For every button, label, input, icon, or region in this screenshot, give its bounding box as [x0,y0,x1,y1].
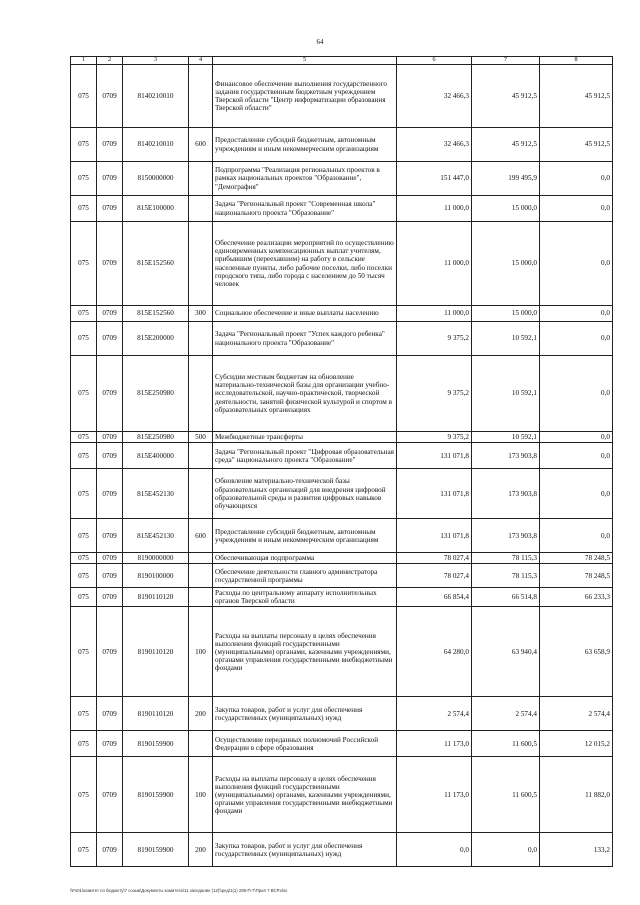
amount-year1-cell: 11 000,0 [397,306,472,322]
amount-year2-cell: 199 495,9 [472,162,540,196]
table-row [71,443,613,469]
table-row [71,65,613,128]
amount-year3-cell: 0,0 [540,306,613,322]
amount-year2-cell: 15 000,0 [472,306,540,322]
amount-year2-cell: 66 514,8 [472,588,540,607]
amount-year3-cell: 0,0 [540,432,613,443]
column-header: 6 [397,57,472,65]
amount-year1-cell: 32 466,3 [397,65,472,128]
section-code-cell: 0709 [97,432,123,443]
admin-code-cell: 075 [71,222,97,306]
target-article-cell: 8190159900 [123,757,189,833]
expense-type-cell [189,222,213,306]
target-article-cell: 8140210010 [123,65,189,128]
section-code-cell: 0709 [97,356,123,432]
amount-year1-cell: 78 027,4 [397,564,472,588]
section-code-cell: 0709 [97,833,123,867]
section-code-cell: 0709 [97,469,123,519]
admin-code-cell: 075 [71,833,97,867]
table-row [71,833,613,867]
admin-code-cell: 075 [71,65,97,128]
column-header: 3 [123,57,189,65]
admin-code-cell: 075 [71,322,97,356]
column-header: 7 [472,57,540,65]
admin-code-cell: 075 [71,196,97,222]
admin-code-cell: 075 [71,519,97,553]
amount-year2-cell: 173 903,8 [472,469,540,519]
expense-type-cell: 500 [189,432,213,443]
target-article-cell: 815E200000 [123,322,189,356]
amount-year3-cell: 78 248,5 [540,553,613,564]
section-code-cell: 0709 [97,731,123,757]
target-article-cell: 815E452130 [123,469,189,519]
table-row [71,607,613,697]
target-article-cell: 815E250980 [123,356,189,432]
description-cell: Осуществление переданных полномочий Российской Федерации в сфере образования [213,731,397,757]
target-article-cell: 815E152560 [123,306,189,322]
expense-type-cell [189,356,213,432]
column-header: 4 [189,57,213,65]
amount-year1-cell: 9 375,2 [397,432,472,443]
amount-year2-cell: 45 912,5 [472,128,540,162]
expense-type-cell [189,469,213,519]
target-article-cell: 8190159900 [123,833,189,867]
amount-year2-cell: 11 600,5 [472,757,540,833]
table-row [71,306,613,322]
amount-year2-cell: 78 115,3 [472,553,540,564]
expense-type-cell: 200 [189,833,213,867]
table-row [71,469,613,519]
section-code-cell: 0709 [97,519,123,553]
page-number: 64 [316,38,324,46]
table-row [71,356,613,432]
budget-table [70,56,613,867]
amount-year2-cell: 0,0 [472,833,540,867]
amount-year2-cell: 63 940,4 [472,607,540,697]
description-cell: Обеспечение деятельности главного администратора государственной программы [213,564,397,588]
description-cell: Субсидии местным бюджетам на обновление материально-технической базы для организации учебно-исследовательской, научно-практической, творческой деятельности, занятий физической культурой и спортом в образовательных организациях [213,356,397,432]
table-header-row [71,57,613,65]
amount-year1-cell: 78 027,4 [397,553,472,564]
admin-code-cell: 075 [71,731,97,757]
table-row [71,222,613,306]
description-cell: Обновление материально-технической базы образовательных организаций для внедрения цифровой образовательной среды и развития цифровых навыков обучающихся [213,469,397,519]
section-code-cell: 0709 [97,128,123,162]
target-article-cell: 815E250980 [123,432,189,443]
amount-year2-cell: 15 000,0 [472,222,540,306]
amount-year3-cell: 11 882,0 [540,757,613,833]
amount-year1-cell: 151 447,0 [397,162,472,196]
amount-year3-cell: 2 574,4 [540,697,613,731]
amount-year1-cell: 66 854,4 [397,588,472,607]
admin-code-cell: 075 [71,443,97,469]
expense-type-cell [189,443,213,469]
amount-year1-cell: 131 071,8 [397,443,472,469]
amount-year2-cell: 10 592,1 [472,322,540,356]
target-article-cell: 8190110120 [123,588,189,607]
expense-type-cell [189,588,213,607]
amount-year2-cell: 11 600,5 [472,731,540,757]
section-code-cell: 0709 [97,607,123,697]
amount-year3-cell: 0,0 [540,322,613,356]
amount-year1-cell: 131 071,8 [397,519,472,553]
section-code-cell: 0709 [97,443,123,469]
amount-year1-cell: 0,0 [397,833,472,867]
section-code-cell: 0709 [97,757,123,833]
table-row [71,731,613,757]
table-row [71,196,613,222]
description-cell: Межбюджетные трансферты [213,432,397,443]
amount-year2-cell: 45 912,5 [472,65,540,128]
amount-year2-cell: 173 903,8 [472,519,540,553]
amount-year3-cell: 45 912,5 [540,128,613,162]
admin-code-cell: 075 [71,432,97,443]
admin-code-cell: 075 [71,306,97,322]
amount-year3-cell: 0,0 [540,196,613,222]
admin-code-cell: 075 [71,162,97,196]
column-header: 5 [213,57,397,65]
amount-year3-cell: 66 233,3 [540,588,613,607]
admin-code-cell: 075 [71,128,97,162]
target-article-cell: 815E152560 [123,222,189,306]
amount-year3-cell: 45 912,5 [540,65,613,128]
description-cell: Расходы по центральному аппарату исполнительных органов Тверской области [213,588,397,607]
expense-type-cell: 600 [189,519,213,553]
section-code-cell: 0709 [97,564,123,588]
target-article-cell: 8190000000 [123,553,189,564]
admin-code-cell: 075 [71,697,97,731]
table-row [71,588,613,607]
admin-code-cell: 075 [71,356,97,432]
amount-year2-cell: 10 592,1 [472,432,540,443]
amount-year1-cell: 11 173,0 [397,731,472,757]
amount-year3-cell: 0,0 [540,519,613,553]
column-header: 1 [71,57,97,65]
amount-year1-cell: 131 071,8 [397,469,472,519]
description-cell: Расходы на выплаты персоналу в целях обеспечения выполнения функций государственными (муниципальными) органами, казенными учреждениями, органами управления государственными внебюджетными фондами [213,757,397,833]
description-cell: Обеспечение реализации мероприятий по осуществлению единовременных компенсационных выплат учителям, прибывшим (переехавшим) на работу в сельские населенные пункты, либо рабочие поселки, либо поселки городского типа, либо города с населением до 50 тысяч человек [213,222,397,306]
table-body [71,57,613,867]
table-row [71,128,613,162]
expense-type-cell: 600 [189,128,213,162]
expense-type-cell [189,162,213,196]
description-cell: Задача "Региональный проект "Успех каждого ребенка" национального проекта "Образование" [213,322,397,356]
description-cell: Социальное обеспечение и иные выплаты населению [213,306,397,322]
amount-year1-cell: 32 466,3 [397,128,472,162]
table-row [71,564,613,588]
description-cell: Финансовое обеспечение выполнения государственного задания государственным бюджетным учреждением Тверской области "Центр информатизации образования Тверской области" [213,65,397,128]
target-article-cell: 815E452130 [123,519,189,553]
amount-year2-cell: 173 903,8 [472,443,540,469]
table-row [71,519,613,553]
amount-year1-cell: 64 280,0 [397,607,472,697]
amount-year3-cell: 0,0 [540,162,613,196]
description-cell: Предоставление субсидий бюджетным, автономным учреждениям и иным некоммерческим организациям [213,128,397,162]
expense-type-cell [189,553,213,564]
expense-type-cell [189,731,213,757]
amount-year1-cell: 2 574,4 [397,697,472,731]
expense-type-cell: 300 [189,306,213,322]
amount-year3-cell: 0,0 [540,356,613,432]
description-cell: Обеспечивающая подпрограмма [213,553,397,564]
amount-year1-cell: 11 000,0 [397,196,472,222]
amount-year1-cell: 9 375,2 [397,322,472,356]
section-code-cell: 0709 [97,322,123,356]
target-article-cell: 8140210010 [123,128,189,162]
amount-year1-cell: 11 173,0 [397,757,472,833]
table-row [71,757,613,833]
amount-year3-cell: 78 248,5 [540,564,613,588]
footer-file-path: \\Fs01\комитет по бюджету\7 созыв\Документы комитета\11 заседание (12)\\ред\1(1) 285-П-7\Прил 7 ВСР.xlsx [70,888,288,893]
description-cell: Закупка товаров, работ и услуг для обеспечения государственных (муниципальных) нужд [213,833,397,867]
expense-type-cell: 100 [189,607,213,697]
table-row [71,162,613,196]
column-header: 8 [540,57,613,65]
expense-type-cell: 200 [189,697,213,731]
section-code-cell: 0709 [97,222,123,306]
amount-year3-cell: 133,2 [540,833,613,867]
description-cell: Подпрограмма "Реализация региональных проектов в рамках национальных проектов "Образование", "Демография" [213,162,397,196]
admin-code-cell: 075 [71,588,97,607]
section-code-cell: 0709 [97,697,123,731]
amount-year3-cell: 0,0 [540,443,613,469]
description-cell: Расходы на выплаты персоналу в целях обеспечения выполнения функций государственными (муниципальными) органами, казенными учреждениями, органами управления государственными внебюджетными фондами [213,607,397,697]
amount-year2-cell: 10 592,1 [472,356,540,432]
description-cell: Задача "Региональный проект "Современная школа" национального проекта "Образование" [213,196,397,222]
description-cell: Задача "Региональный проект "Цифровая образовательная среда" национального проекта "Образование" [213,443,397,469]
target-article-cell: 8190110120 [123,697,189,731]
amount-year3-cell: 12 015,2 [540,731,613,757]
section-code-cell: 0709 [97,196,123,222]
admin-code-cell: 075 [71,469,97,519]
target-article-cell: 8150000000 [123,162,189,196]
amount-year3-cell: 63 658,9 [540,607,613,697]
amount-year2-cell: 2 574,4 [472,697,540,731]
target-article-cell: 8190100000 [123,564,189,588]
admin-code-cell: 075 [71,564,97,588]
expense-type-cell [189,65,213,128]
amount-year1-cell: 9 375,2 [397,356,472,432]
section-code-cell: 0709 [97,65,123,128]
description-cell: Предоставление субсидий бюджетным, автономным учреждениям и иным некоммерческим организациям [213,519,397,553]
amount-year3-cell: 0,0 [540,222,613,306]
section-code-cell: 0709 [97,306,123,322]
target-article-cell: 815E100000 [123,196,189,222]
table-row [71,697,613,731]
admin-code-cell: 075 [71,757,97,833]
table-row [71,322,613,356]
expense-type-cell [189,196,213,222]
admin-code-cell: 075 [71,607,97,697]
table-row [71,432,613,443]
amount-year3-cell: 0,0 [540,469,613,519]
section-code-cell: 0709 [97,588,123,607]
admin-code-cell: 075 [71,553,97,564]
section-code-cell: 0709 [97,162,123,196]
target-article-cell: 8190110120 [123,607,189,697]
expense-type-cell [189,564,213,588]
section-code-cell: 0709 [97,553,123,564]
amount-year1-cell: 11 000,0 [397,222,472,306]
target-article-cell: 815E400000 [123,443,189,469]
table-row [71,553,613,564]
amount-year2-cell: 15 000,0 [472,196,540,222]
amount-year2-cell: 78 115,3 [472,564,540,588]
column-header: 2 [97,57,123,65]
expense-type-cell: 100 [189,757,213,833]
description-cell: Закупка товаров, работ и услуг для обеспечения государственных (муниципальных) нужд [213,697,397,731]
expense-type-cell [189,322,213,356]
target-article-cell: 8190159900 [123,731,189,757]
